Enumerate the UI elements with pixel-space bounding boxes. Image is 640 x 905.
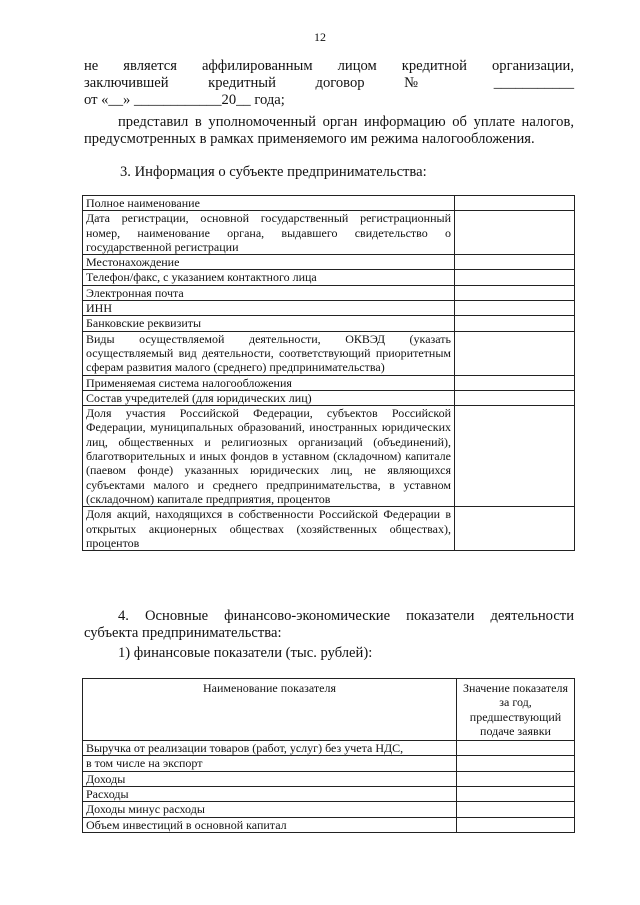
row-label: Состав учредителей (для юридических лиц) <box>83 390 455 405</box>
intro-paragraph-2: представил в уполномоченный орган информацию об уплате налогов, предусмотренных в рамках применяемого им режима налогообложения. <box>84 114 574 147</box>
intro-paragraph <box>84 58 574 109</box>
row-label: Доходы <box>83 771 457 786</box>
table-row <box>83 507 575 551</box>
table-row <box>83 211 575 255</box>
row-value-cell[interactable] <box>457 802 575 817</box>
row-value-cell[interactable] <box>455 301 575 316</box>
row-label: Полное наименование <box>83 196 455 211</box>
section-4-heading: 4. Основные финансово-экономические показатели деятельности субъекта предпринимательства: <box>84 608 574 641</box>
row-label: Выручка от реализации товаров (работ, услуг) без учета НДС, <box>83 741 457 756</box>
table-row <box>83 316 575 331</box>
intro-line-1: не является аффилированным лицом кредитной организации, <box>84 58 574 74</box>
row-label: Доля участия Российской Федерации, субъектов Российской Федерации, муниципальных образований, иностранных юридических лиц, общественных и религиозных организаций (объединений), благотворительных и иных фондов в уставном (складочном) капитале (паевом фонде) указанных юридических лиц, не являющихся субъектами малого и среднего предпринимательства, в уставном (складочном) капитале предприятия, процентов <box>83 406 455 507</box>
table-row <box>83 196 575 211</box>
row-label: в том числе на экспорт <box>83 756 457 771</box>
row-value-cell[interactable] <box>455 406 575 507</box>
row-label: Банковские реквизиты <box>83 316 455 331</box>
table-header-row <box>83 679 575 741</box>
table-row <box>83 802 575 817</box>
row-label: Дата регистрации, основной государственный регистрационный номер, наименование органа, выдавшего свидетельство о государственной регистрации <box>83 211 455 255</box>
row-label: Доходы минус расходы <box>83 802 457 817</box>
row-value-cell[interactable] <box>457 771 575 786</box>
page-number: 12 <box>314 30 326 44</box>
table-row <box>83 771 575 786</box>
intro-line-2: заключившей кредитный договор № ___________ <box>84 75 574 91</box>
table-row <box>83 301 575 316</box>
row-value-cell[interactable] <box>455 375 575 390</box>
row-value-cell[interactable] <box>455 255 575 270</box>
section-3-heading: 3. Информация о субъекте предпринимательства: <box>120 164 427 180</box>
row-value-cell[interactable] <box>457 756 575 771</box>
table-row <box>83 406 575 507</box>
row-value-cell[interactable] <box>457 817 575 832</box>
row-value-cell[interactable] <box>455 507 575 551</box>
row-label: Расходы <box>83 787 457 802</box>
row-label: Местонахождение <box>83 255 455 270</box>
row-value-cell[interactable] <box>455 316 575 331</box>
column-header-indicator: Наименование показателя <box>83 679 457 741</box>
row-value-cell[interactable] <box>455 331 575 375</box>
table-row <box>83 817 575 832</box>
table-row <box>83 331 575 375</box>
financial-indicators-table <box>82 678 575 833</box>
table-row <box>83 255 575 270</box>
table-row <box>83 756 575 771</box>
intro-line-3: от «__» ____________20__ года; <box>84 92 285 108</box>
table-row <box>83 270 575 285</box>
table-row <box>83 375 575 390</box>
row-value-cell[interactable] <box>455 270 575 285</box>
row-value-cell[interactable] <box>455 196 575 211</box>
row-value-cell[interactable] <box>455 390 575 405</box>
row-value-cell[interactable] <box>455 285 575 300</box>
row-value-cell[interactable] <box>457 787 575 802</box>
row-label: ИНН <box>83 301 455 316</box>
table-row <box>83 285 575 300</box>
section-4-subheading: 1) финансовые показатели (тыс. рублей): <box>118 645 373 661</box>
row-value-cell[interactable] <box>455 211 575 255</box>
row-label: Телефон/факс, с указанием контактного лица <box>83 270 455 285</box>
column-header-value: Значение показателя за год, предшествующий подаче заявки <box>457 679 575 741</box>
table-row <box>83 741 575 756</box>
row-label: Применяемая система налогообложения <box>83 375 455 390</box>
subject-info-table <box>82 195 575 551</box>
row-label: Объем инвестиций в основной капитал <box>83 817 457 832</box>
row-label: Доля акций, находящихся в собственности Российской Федерации в открытых акционерных обществах (хозяйственных обществах), процентов <box>83 507 455 551</box>
row-label: Виды осуществляемой деятельности, ОКВЭД (указать осуществляемый вид деятельности, соответствующий приоритетным сферам развития малого (среднего) предпринимательства) <box>83 331 455 375</box>
row-value-cell[interactable] <box>457 741 575 756</box>
table-row <box>83 390 575 405</box>
table-row <box>83 787 575 802</box>
row-label: Электронная почта <box>83 285 455 300</box>
